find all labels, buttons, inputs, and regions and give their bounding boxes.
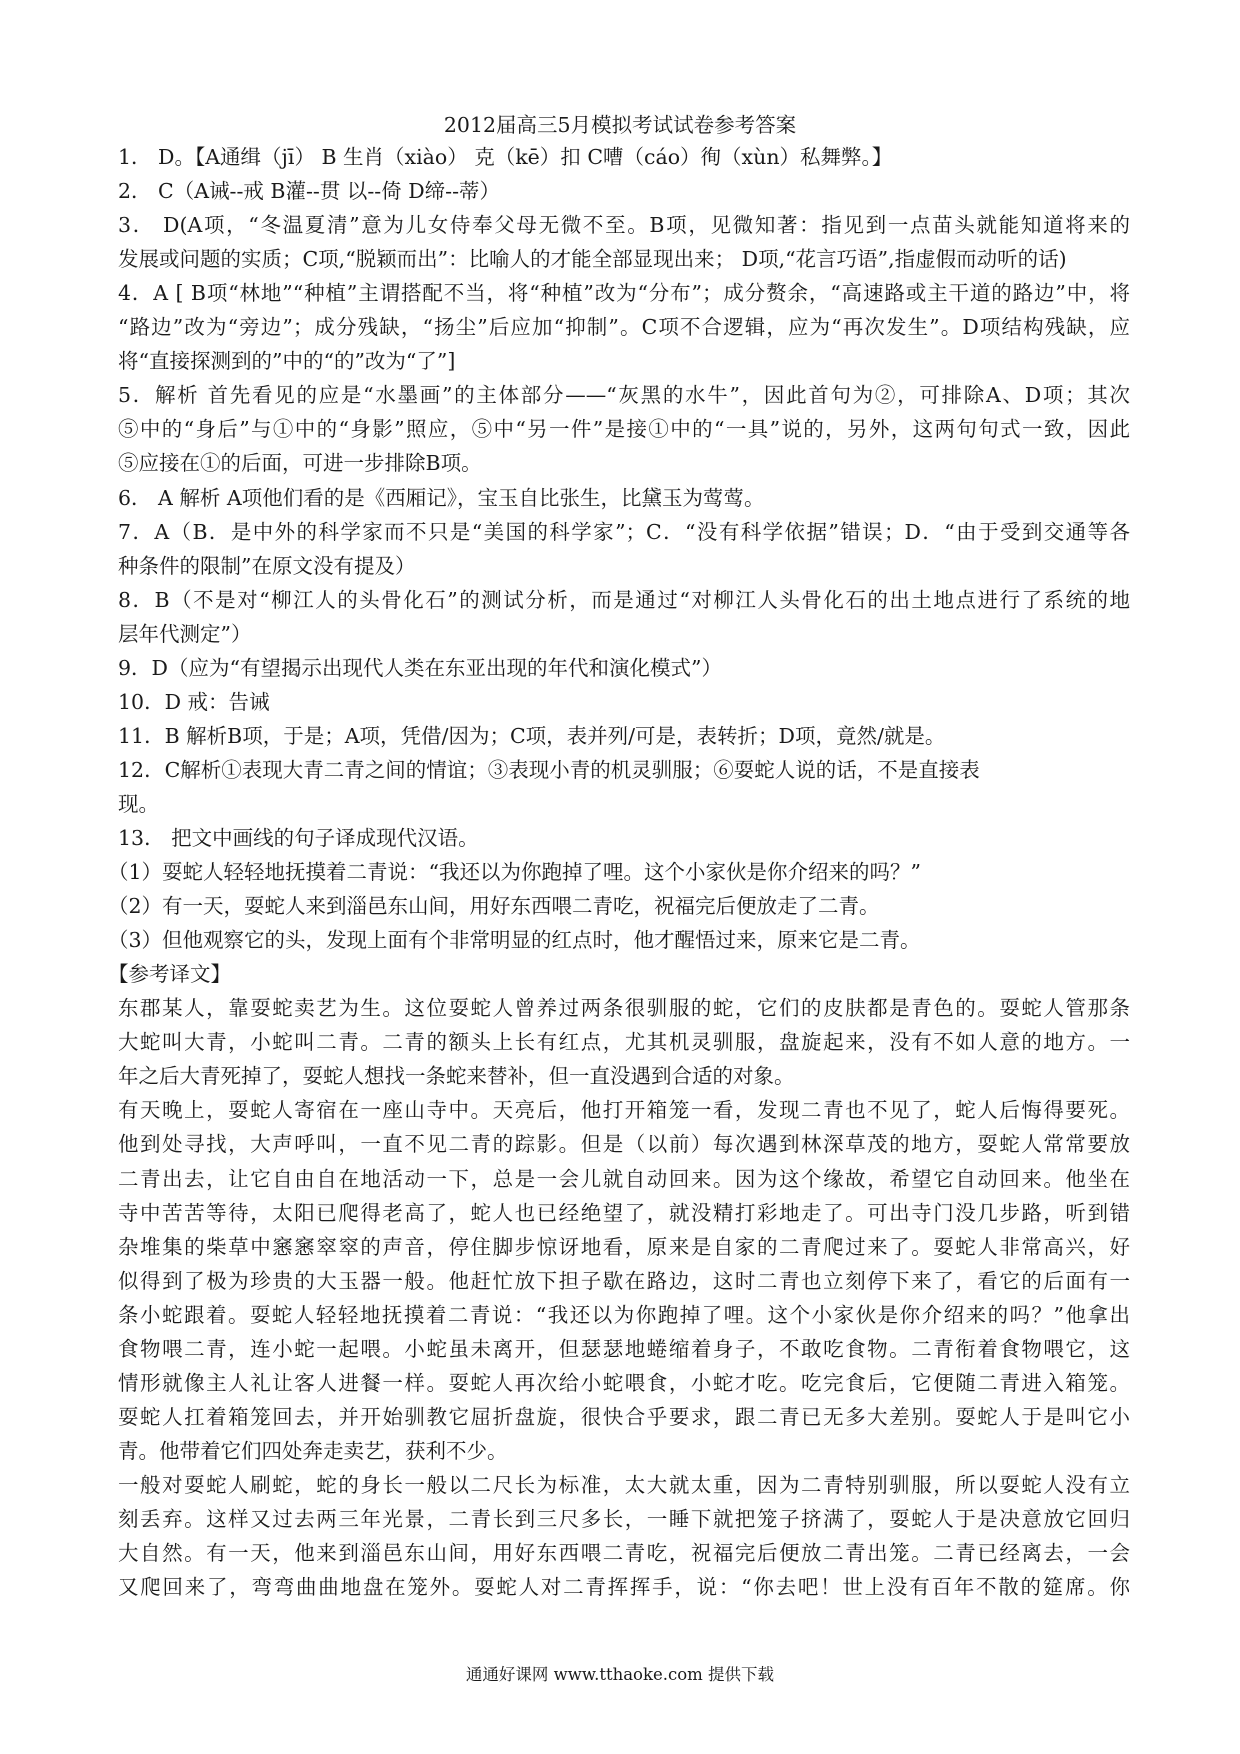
text-line: 9．D（应为“有望揭示出现代人类在东亚出现的年代和演化模式”） (118, 655, 722, 680)
text-line: 二青出去，让它自由自在地活动一下，总是一会儿就自动回来。因为这个缘故，希望它自动回来。他坐在 (118, 1166, 1130, 1191)
text-line: （1）耍蛇人轻轻地抚摸着二青说：“我还以为你跑掉了哩。这个小家伙是你介绍来的吗？” (108, 860, 922, 884)
text-line: 1． D。【A通缉（jī） B 生肖（xiào） 克（kē）扣 C嘈（cáo）徇（xùn）私舞弊。】 (118, 145, 893, 169)
text-line: 耍蛇人扛着箱笼回去，并开始驯教它屈折盘旋，很快合乎要求，跟二青已无多大差别。耍蛇人于是叫它小 (118, 1404, 1130, 1429)
text-line: 又爬回来了，弯弯曲曲地盘在笼外。耍蛇人对二青挥挥手，说：“你去吧！世上没有百年不散的筵席。你 (118, 1575, 1130, 1600)
text-line: 13． 把文中画线的句子译成现代汉语。 (118, 826, 479, 850)
text-line: 有天晚上，耍蛇人寄宿在一座山寺中。天亮后，他打开箱笼一看，发现二青也不见了，蛇人后悔得要死。 (118, 1098, 1130, 1123)
text-line: 5．解析 首先看见的应是“水墨画”的主体部分——“灰黑的水牛”，因此首句为②，可排除A、D项；其次 (118, 383, 1130, 408)
text-line: 11．B 解析B项，于是；A项，凭借/因为；C项，表并列/可是，表转折；D项，竟然/就是。 (118, 723, 946, 748)
text-line: ⑤应接在①的后面，可进一步排除B项。 (118, 451, 482, 476)
text-line: ⑤中的“身后”与①中的“身影”照应，⑤中“另一件”是接①中的“一具”说的，另外，这两句句式一致，因此 (118, 417, 1130, 442)
text-line: 刻丢弃。这样又过去两三年光景，二青长到三尺多长，一睡下就把笼子挤满了，耍蛇人于是决意放它回归 (118, 1507, 1130, 1531)
document-title: 2012届高三5月模拟考试试卷参考答案 (443, 113, 797, 137)
text-line: 一般对耍蛇人刷蛇，蛇的身长一般以二尺长为标准，太大就太重，因为二青特别驯服，所以耍蛇人没有立 (118, 1472, 1130, 1497)
text-line: 杂堆集的柴草中窸窸窣窣的声音，停住脚步惊讶地看，原来是自家的二青爬过来了。耍蛇人非常高兴，好 (118, 1234, 1130, 1259)
text-line: 大自然。有一天，他来到淄邑东山间，用好东西喂二青吃，祝福完后便放二青出笼。二青已经离去，一会 (118, 1541, 1130, 1565)
text-line: 大蛇叫大青，小蛇叫二青。二青的额头上长有红点，尤其机灵驯服，盘旋起来，没有不如人意的地方。一 (118, 1030, 1130, 1055)
text-line: 他到处寻找，大声呼叫，一直不见二青的踪影。但是（以前）每次遇到林深草茂的地方，耍蛇人常常要放 (118, 1132, 1130, 1157)
text-line: 条小蛇跟着。耍蛇人轻轻地抚摸着二青说：“我还以为你跑掉了哩。这个小家伙是你介绍来的吗？”他拿出 (118, 1302, 1130, 1327)
text-line: 4．A [ B项“林地”“种植”主谓搭配不当，将“种植”改为“分布”；成分赘余，“高速路或主干道的路边”中，将 (118, 281, 1130, 306)
text-line: “路边”改为“旁边”；成分残缺，“扬尘”后应加“抑制”。C项不合逻辑，应为“再次发生”。D项结构残缺，应 (118, 315, 1130, 340)
text-line: 10．D 戒：告诫 (118, 689, 270, 714)
text-line: 青。他带着它们四处奔走卖艺，获利不少。 (118, 1438, 508, 1463)
text-line: 年之后大青死掉了，耍蛇人想找一条蛇来替补，但一直没遇到合适的对象。 (118, 1064, 795, 1089)
text-line: 情形就像主人礼让客人进餐一样。耍蛇人再次给小蛇喂食，小蛇才吃。吃完食后，它便随二青进入箱笼。 (118, 1370, 1130, 1395)
text-line: 似得到了极为珍贵的大玉器一般。他赶忙放下担子歇在路边，这时二青也立刻停下来了，看它的后面有一 (118, 1268, 1130, 1293)
text-line: 东郡某人，靠耍蛇卖艺为生。这位耍蛇人曾养过两条很驯服的蛇，它们的皮肤都是青色的。耍蛇人管那条 (118, 996, 1130, 1021)
text-line: 现。 (118, 791, 159, 816)
text-line: 种条件的限制”在原文没有提及） (118, 553, 416, 578)
text-line: 6． A 解析 A项他们看的是《西厢记》，宝玉自比张生，比黛玉为莺莺。 (118, 485, 765, 510)
text-line: 发展或问题的实质；C项,“脱颖而出”：比喻人的才能全部显现出来； D项,“花言巧语”,指虚假而动听的话) (118, 247, 1067, 272)
text-line: 层年代测定”） (118, 621, 252, 646)
text-line: 寺中苦苦等待，太阳已爬得老高了，蛇人也已经绝望了，就没精打彩地走了。可出寺门没几步路，听到错 (118, 1200, 1130, 1225)
page-footer: 通通好课网 www.tthaoke.com 提供下载 (465, 1665, 775, 1684)
text-line: 7．A（B．是中外的科学家而不只是“美国的科学家”；C．“没有科学依据”错误；D．“由于受到交通等各 (118, 519, 1130, 544)
text-line: （3）但他观察它的头，发现上面有个非常明显的红点时，他才醒悟过来，原来它是二青。 (108, 928, 921, 953)
text-line: 3． D(A项，“冬温夏清”意为儿女侍奉父母无微不至。B项，见微知著：指见到一点苗头就能知道将来的 (118, 213, 1130, 238)
text-line: 12．C解析①表现大青二青之间的情谊；③表现小青的机灵驯服；⑥耍蛇人说的话，不是直接表 (118, 757, 980, 782)
text-line: 食物喂二青，连小蛇一起喂。小蛇虽未离开，但瑟瑟地蜷缩着身子，不敢吃食物。二青衔着食物喂它，这 (118, 1336, 1130, 1361)
text-line: 8．B（不是对“柳江人的头骨化石”的测试分析，而是通过“对柳江人头骨化石的出土地点进行了系统的地 (118, 587, 1130, 612)
text-line: （2）有一天，耍蛇人来到淄邑东山间，用好东西喂二青吃，祝福完后便放走了二青。 (108, 894, 880, 919)
text-line: 将“直接探测到的”中的“的”改为“了”] (118, 349, 456, 374)
text-line: 2． C（A诫--戒 B灌--贯 以--倚 D缔--蒂） (118, 179, 501, 204)
text-line: 【参考译文】 (108, 962, 231, 987)
